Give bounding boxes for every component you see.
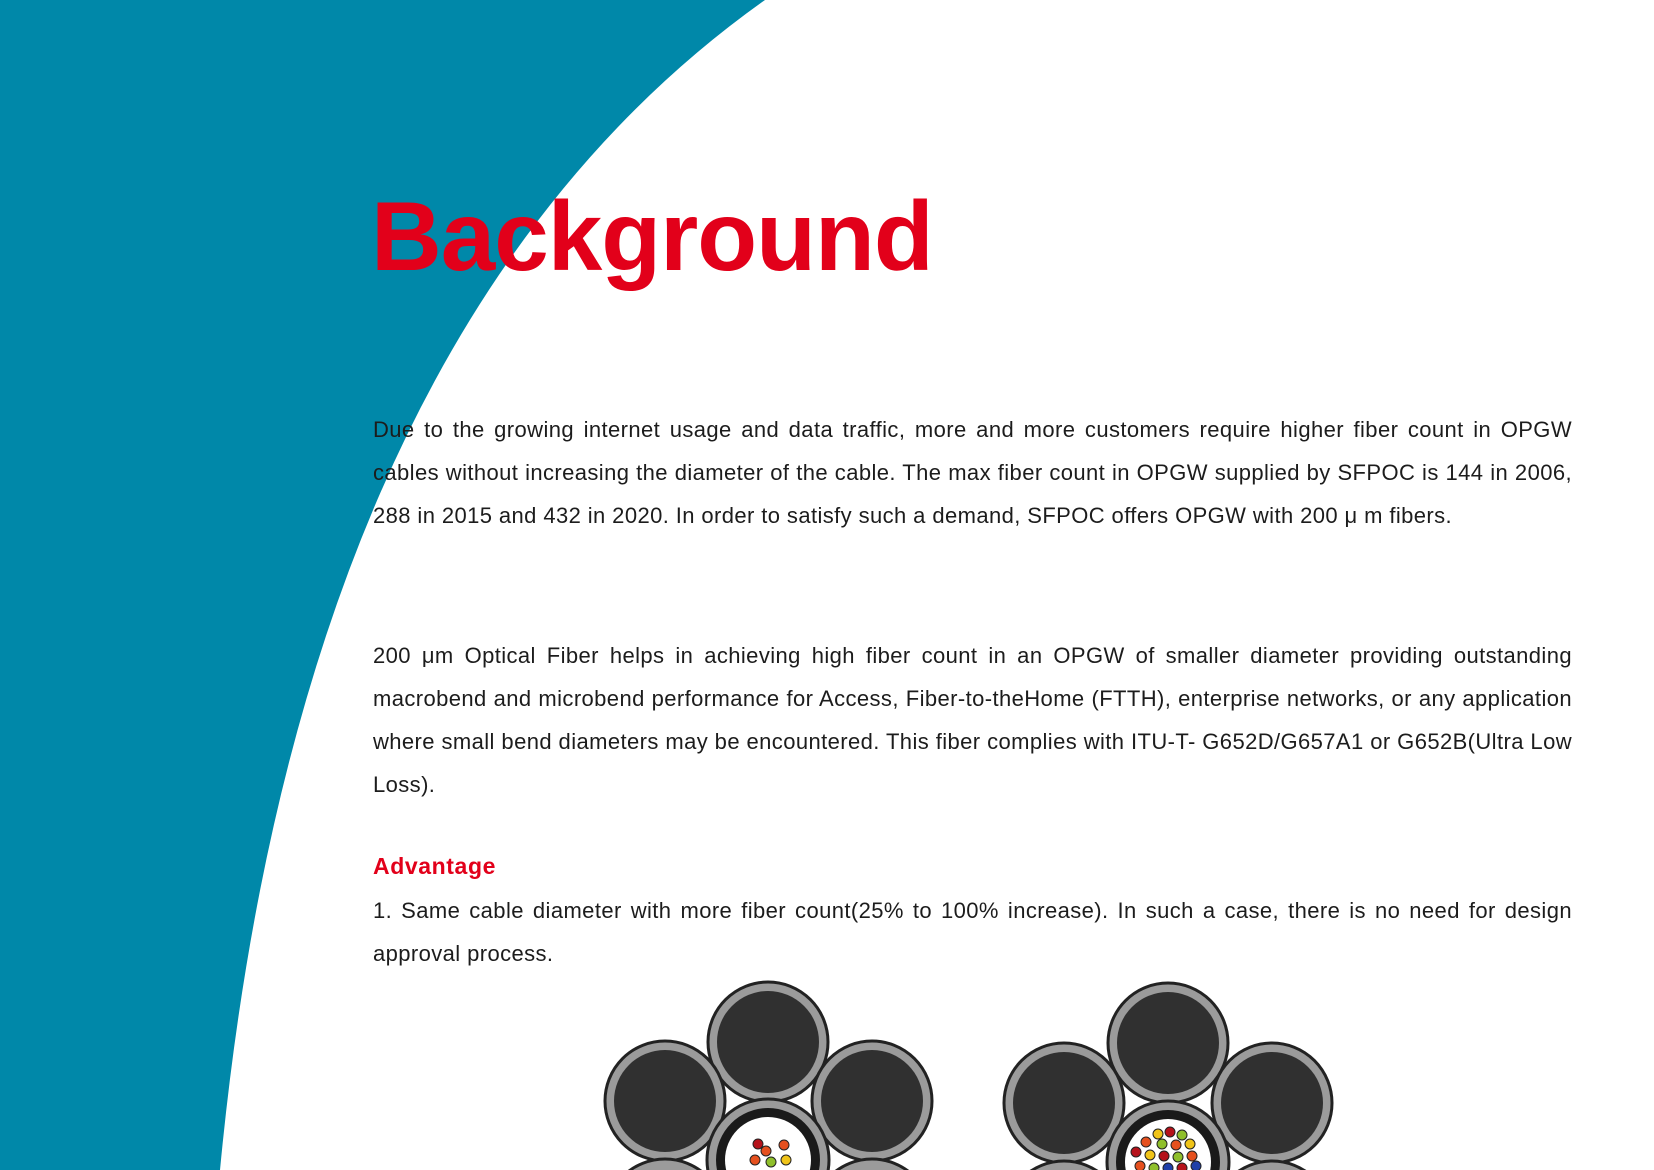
steel-wire-strand <box>812 1041 932 1161</box>
steel-wire-strand <box>1108 983 1228 1103</box>
advantage-item: 1. Same cable diameter with more fiber count(25% to 100% increase). In such a case, there is no need for design approval process. <box>373 898 1572 966</box>
page-title: Background <box>371 181 933 291</box>
steel-wire-strand <box>1212 1043 1332 1163</box>
advantage-heading: Advantage <box>373 853 496 879</box>
opgw-cross-section-200um <box>1004 983 1332 1170</box>
intro-paragraph: Due to the growing internet usage and data traffic, more and more customers require higher fiber count in OPGW cables without increasing the diameter of the cable. The max fiber count in OPGW supplied by SFPOC is 144 in 2006, 288 in 2015 and 432 in 2020. In order to satisfy such a demand, SFPOC offers OPGW with 200 μ m fibers. <box>373 417 1572 528</box>
fiber-description-paragraph: 200 μm Optical Fiber helps in achieving high fiber count in an OPGW of smaller diameter providing outstanding macrobend and microbend performance for Access, Fiber-to-theHome (FTTH), enterprise networks, or any application where small bend diameters may be encountered. This fiber complies with ITU-T- G652D/G657A1 or G652B(Ultra Low Loss). <box>373 643 1572 797</box>
opgw-cross-section-standard <box>605 982 932 1170</box>
steel-wire-strand <box>605 1041 725 1161</box>
steel-wire-strand <box>1004 1043 1124 1163</box>
steel-wire-strand <box>708 982 828 1102</box>
